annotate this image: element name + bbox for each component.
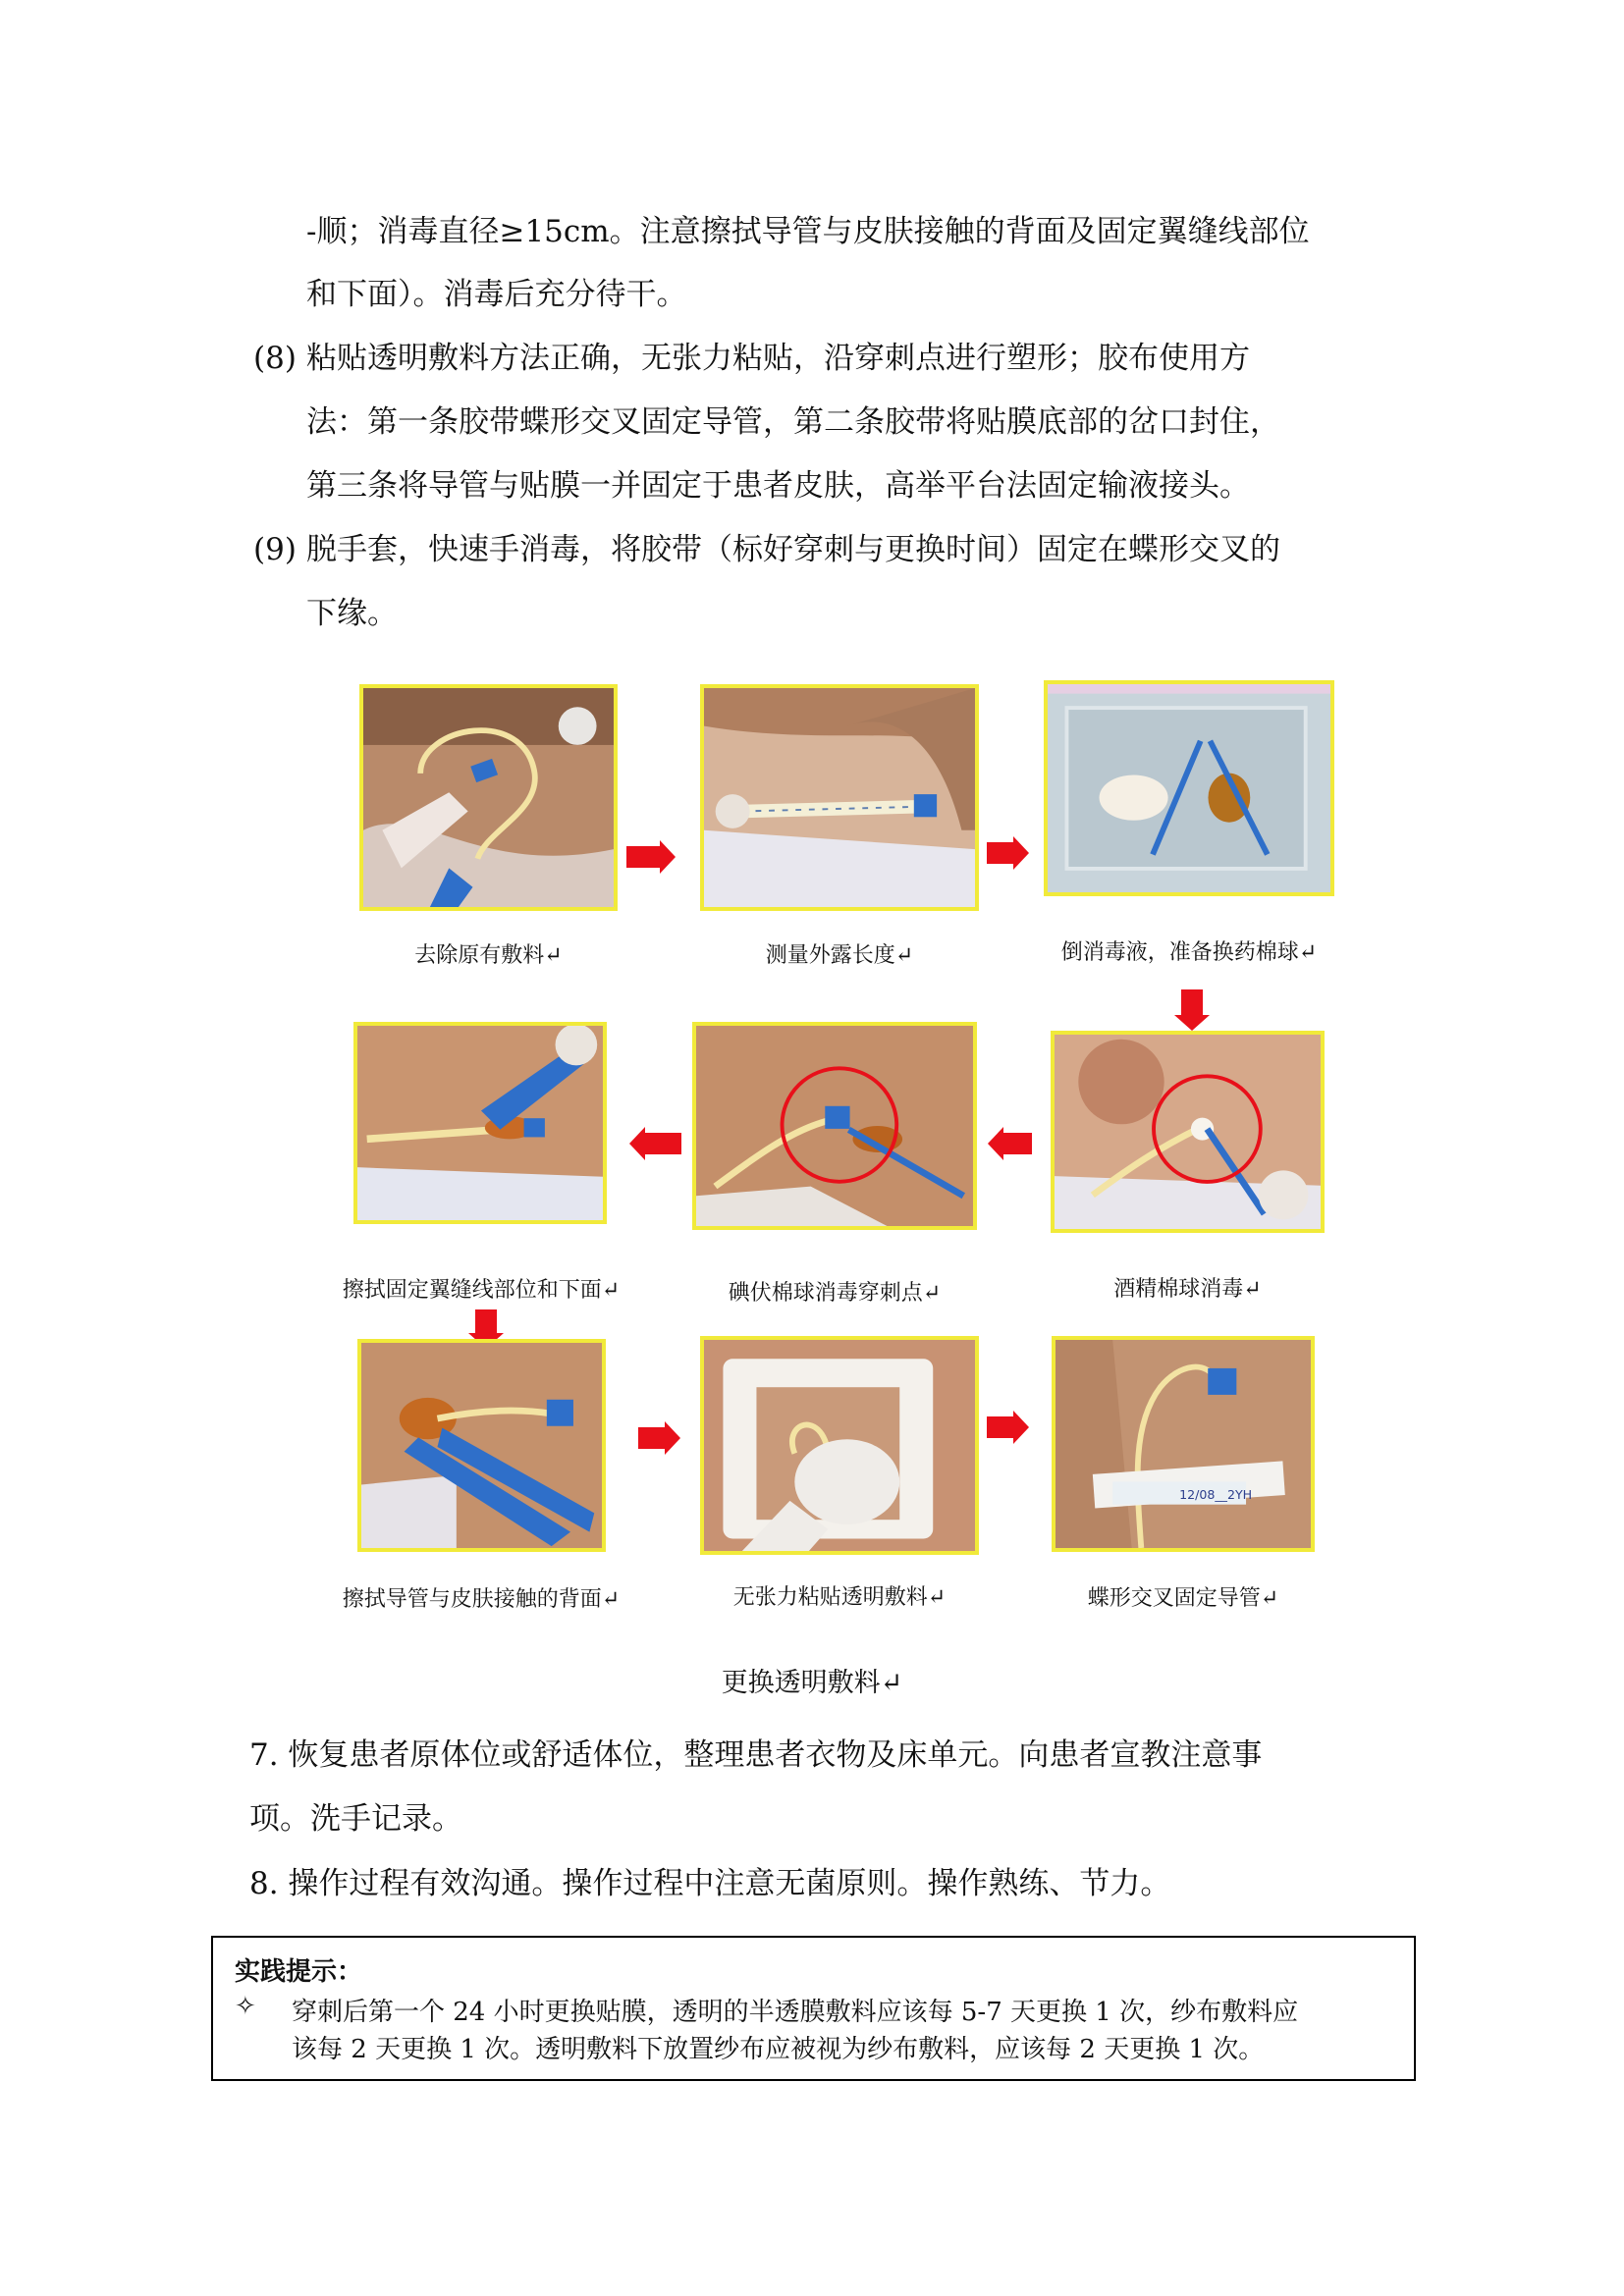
arrow-right-2 [987,842,1016,864]
practice-tip-line1: 穿刺后第一个 24 小时更换贴膜，透明的半透膜敷料应该每 5-7 天更换 1 次，纱布敷料应 [292,1998,1299,2027]
caption-apply-transparent-dressing: 无张力粘贴透明敷料↵ [732,1585,947,1610]
figure-title: 更换透明敷料↵ [721,1668,903,1698]
caption-iodine-disinfect-site: 碘伏棉球消毒穿刺点↵ [728,1281,942,1306]
arrow-down-1 [1181,989,1203,1017]
arrow-down-1-head [1174,1015,1210,1031]
item8-line2: 法：第一条胶带蝶形交叉固定导管，第二条胶带将贴膜底部的岔口封住， [306,404,1280,440]
item9-number: (9) [253,532,297,567]
arrow-left-1 [644,1133,681,1154]
diamond-bullet-icon: ✧ [235,1992,256,2021]
practice-tip-title: 实践提示： [235,1957,363,1987]
arrow-right-1 [626,846,664,868]
arrow-right-2-head [1013,836,1029,870]
arrow-right-3 [638,1427,668,1449]
photo-butterfly-fixation [1052,1336,1315,1552]
photo-prepare-cotton-balls [1044,680,1334,896]
caption-alcohol-disinfect: 酒精棉球消毒↵ [1113,1277,1262,1302]
photo-alcohol-disinfect [1051,1031,1325,1233]
item8-number: (8) [253,341,297,376]
photo-apply-transparent-dressing [700,1336,979,1555]
item8-line3: 第三条将导管与贴膜一并固定于患者皮肤，高举平台法固定输液接头。 [306,468,1250,504]
item7-continuation-line2: 和下面）。消毒后充分待干。 [306,277,687,312]
item8-line1: 粘贴透明敷料方法正确，无张力粘贴，沿穿刺点进行塑形；胶布使用方 [306,341,1250,376]
arrow-left-2 [1002,1133,1032,1154]
arrow-down-2 [475,1309,497,1335]
arrow-right-1-head [660,840,676,874]
item9-line1: 脱手套，快速手消毒，将胶带（标好穿刺与更换时间）固定在蝶形交叉的 [306,532,1280,567]
dressing-label-text: 12/08__2YH [1179,1486,1253,1502]
practice-tip-box [211,1936,1416,2081]
arrow-right-4-head [1013,1411,1029,1444]
photo-remove-dressing [359,684,618,911]
step8-line1: 8. 操作过程有效沟通。操作过程中注意无菌原则。操作熟练、节力。 [249,1866,1171,1901]
step7-line1: 7. 恢复患者原体位或舒适体位，整理患者衣物及床单元。向患者宣教注意事 [249,1737,1263,1773]
photo-wipe-catheter-back [357,1339,606,1552]
caption-wipe-catheter-back: 擦拭导管与皮肤接触的背面↵ [342,1587,621,1612]
photo-wipe-wing-sutures [353,1022,607,1224]
arrow-left-1-head [629,1127,645,1160]
item9-line2: 下缘。 [306,596,398,631]
practice-tip-line2: 该每 2 天更换 1 次。透明敷料下放置纱布应被视为纱布敷料，应该每 2 天更换 1 次。 [292,2035,1265,2064]
arrow-right-3-head [665,1421,680,1455]
caption-prepare-cotton-balls: 倒消毒液，准备换药棉球↵ [1060,940,1318,965]
caption-measure-length: 测量外露长度↵ [765,943,914,968]
step7-line2: 项。洗手记录。 [249,1801,462,1837]
arrow-left-2-head [988,1127,1003,1160]
caption-wipe-wing-sutures: 擦拭固定翼缝线部位和下面↵ [342,1278,621,1303]
arrow-right-4 [987,1416,1016,1438]
photo-iodine-disinfect-site [692,1022,977,1230]
item7-continuation-line1: -顺；消毒直径≥15cm。注意擦拭导管与皮肤接触的背面及固定翼缝线部位 [306,214,1310,249]
photo-measure-length [700,684,979,911]
caption-butterfly-fixation: 蝶形交叉固定导管↵ [1087,1586,1279,1611]
caption-remove-dressing: 去除原有敷料↵ [414,943,563,968]
